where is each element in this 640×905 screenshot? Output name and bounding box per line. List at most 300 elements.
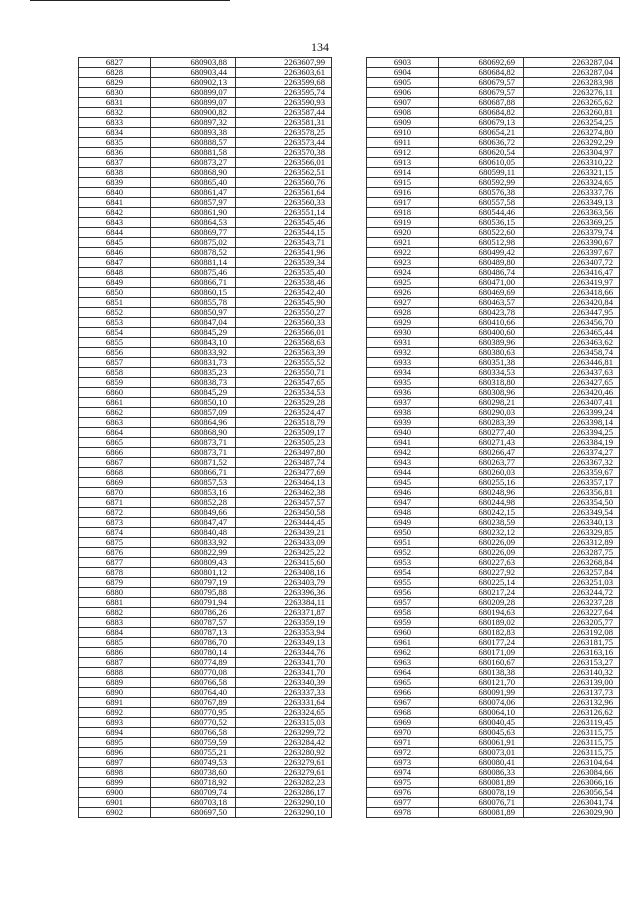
table-row	[367, 248, 620, 258]
y-coordinate-cell: 2263132,96	[524, 698, 620, 708]
x-coordinate-cell: 680878,52	[151, 248, 236, 258]
y-coordinate-cell: 2263581,31	[236, 118, 332, 128]
point-number-cell: 6957	[367, 598, 439, 608]
x-coordinate-cell: 680868,90	[151, 168, 236, 178]
table-row	[367, 168, 620, 178]
point-number-cell: 6965	[367, 678, 439, 688]
x-coordinate-cell: 680078,19	[439, 788, 524, 798]
x-coordinate-cell: 680182,83	[439, 628, 524, 638]
table-row	[367, 118, 620, 128]
y-coordinate-cell: 2263287,04	[524, 58, 620, 68]
x-coordinate-cell: 680857,09	[151, 408, 236, 418]
x-coordinate-cell: 680160,67	[439, 658, 524, 668]
table-row	[79, 148, 332, 158]
point-number-cell: 6846	[79, 248, 151, 258]
y-coordinate-cell: 2263505,23	[236, 438, 332, 448]
table-row	[367, 258, 620, 268]
table-row	[79, 558, 332, 568]
point-number-cell: 6939	[367, 418, 439, 428]
table-row	[367, 368, 620, 378]
y-coordinate-cell: 2263371,87	[236, 608, 332, 618]
x-coordinate-cell: 680770,95	[151, 708, 236, 718]
table-row	[367, 338, 620, 348]
x-coordinate-cell: 680787,57	[151, 618, 236, 628]
point-number-cell: 6904	[367, 68, 439, 78]
table-row	[367, 228, 620, 238]
y-coordinate-cell: 2263541,96	[236, 248, 332, 258]
table-row	[367, 448, 620, 458]
x-coordinate-cell: 680831,73	[151, 358, 236, 368]
table-row	[367, 518, 620, 528]
point-number-cell: 6943	[367, 458, 439, 468]
y-coordinate-cell: 2263104,64	[524, 758, 620, 768]
y-coordinate-cell: 2263555,52	[236, 358, 332, 368]
x-coordinate-cell: 680471,00	[439, 278, 524, 288]
x-coordinate-cell: 680679,57	[439, 78, 524, 88]
y-coordinate-cell: 2263341,70	[236, 668, 332, 678]
point-number-cell: 6967	[367, 698, 439, 708]
table-row	[367, 238, 620, 248]
table-row	[79, 178, 332, 188]
y-coordinate-cell: 2263337,33	[236, 688, 332, 698]
point-number-cell: 6952	[367, 548, 439, 558]
x-coordinate-cell: 680380,63	[439, 348, 524, 358]
x-coordinate-cell: 680697,50	[151, 808, 236, 818]
x-coordinate-cell: 680845,29	[151, 388, 236, 398]
y-coordinate-cell: 2263539,34	[236, 258, 332, 268]
table-row	[79, 288, 332, 298]
point-number-cell: 6908	[367, 108, 439, 118]
x-coordinate-cell: 680903,88	[151, 58, 236, 68]
y-coordinate-cell: 2263287,04	[524, 68, 620, 78]
x-coordinate-cell: 680654,21	[439, 128, 524, 138]
point-number-cell: 6963	[367, 658, 439, 668]
point-number-cell: 6911	[367, 138, 439, 148]
point-number-cell: 6912	[367, 148, 439, 158]
point-number-cell: 6847	[79, 258, 151, 268]
y-coordinate-cell: 2263379,74	[524, 228, 620, 238]
table-row	[367, 358, 620, 368]
y-coordinate-cell: 2263276,11	[524, 88, 620, 98]
x-coordinate-cell: 680786,70	[151, 638, 236, 648]
x-coordinate-cell: 680489,80	[439, 258, 524, 268]
y-coordinate-cell: 2263374,27	[524, 448, 620, 458]
point-number-cell: 6873	[79, 518, 151, 528]
y-coordinate-cell: 2263344,76	[236, 648, 332, 658]
x-coordinate-cell: 680557,58	[439, 198, 524, 208]
point-number-cell: 6848	[79, 268, 151, 278]
x-coordinate-cell: 680709,74	[151, 788, 236, 798]
table-row	[367, 768, 620, 778]
y-coordinate-cell: 2263268,84	[524, 558, 620, 568]
y-coordinate-cell: 2263284,42	[236, 738, 332, 748]
table-row	[79, 168, 332, 178]
point-number-cell: 6857	[79, 358, 151, 368]
x-coordinate-cell: 680849,66	[151, 508, 236, 518]
point-number-cell: 6836	[79, 148, 151, 158]
x-coordinate-cell: 680599,11	[439, 168, 524, 178]
table-row	[79, 378, 332, 388]
y-coordinate-cell: 2263465,44	[524, 328, 620, 338]
table-row	[79, 768, 332, 778]
y-coordinate-cell: 2263251,03	[524, 578, 620, 588]
point-number-cell: 6954	[367, 568, 439, 578]
point-number-cell: 6907	[367, 98, 439, 108]
point-number-cell: 6833	[79, 118, 151, 128]
y-coordinate-cell: 2263433,09	[236, 538, 332, 548]
table-row	[79, 398, 332, 408]
table-row	[79, 758, 332, 768]
table-row	[79, 138, 332, 148]
table-row	[367, 328, 620, 338]
table-row	[367, 198, 620, 208]
x-coordinate-cell: 680138,38	[439, 668, 524, 678]
x-coordinate-cell: 680189,02	[439, 618, 524, 628]
table-row	[79, 648, 332, 658]
table-row	[367, 678, 620, 688]
table-row	[79, 718, 332, 728]
table-row	[79, 78, 332, 88]
x-coordinate-cell: 680061,91	[439, 738, 524, 748]
table-row	[367, 658, 620, 668]
y-coordinate-cell: 2263578,25	[236, 128, 332, 138]
y-coordinate-cell: 2263425,22	[236, 548, 332, 558]
y-coordinate-cell: 2263534,53	[236, 388, 332, 398]
x-coordinate-cell: 680486,74	[439, 268, 524, 278]
point-number-cell: 6871	[79, 498, 151, 508]
y-coordinate-cell: 2263416,47	[524, 268, 620, 278]
x-coordinate-cell: 680290,03	[439, 408, 524, 418]
point-number-cell: 6854	[79, 328, 151, 338]
y-coordinate-cell: 2263394,25	[524, 428, 620, 438]
y-coordinate-cell: 2263324,65	[236, 708, 332, 718]
table-row	[367, 178, 620, 188]
y-coordinate-cell: 2263560,33	[236, 198, 332, 208]
point-number-cell: 6940	[367, 428, 439, 438]
point-number-cell: 6876	[79, 548, 151, 558]
x-coordinate-cell: 680902,13	[151, 78, 236, 88]
point-number-cell: 6875	[79, 538, 151, 548]
y-coordinate-cell: 2263280,92	[236, 748, 332, 758]
x-coordinate-cell: 680861,90	[151, 208, 236, 218]
point-number-cell: 6968	[367, 708, 439, 718]
y-coordinate-cell: 2263415,60	[236, 558, 332, 568]
point-number-cell: 6919	[367, 218, 439, 228]
point-number-cell: 6843	[79, 218, 151, 228]
y-coordinate-cell: 2263447,95	[524, 308, 620, 318]
point-number-cell: 6851	[79, 298, 151, 308]
table-row	[79, 628, 332, 638]
y-coordinate-cell: 2263390,67	[524, 238, 620, 248]
x-coordinate-cell: 680298,21	[439, 398, 524, 408]
y-coordinate-cell: 2263560,76	[236, 178, 332, 188]
table-row	[367, 128, 620, 138]
y-coordinate-cell: 2263570,38	[236, 148, 332, 158]
point-number-cell: 6839	[79, 178, 151, 188]
x-coordinate-cell: 680217,24	[439, 588, 524, 598]
point-number-cell: 6829	[79, 78, 151, 88]
point-number-cell: 6953	[367, 558, 439, 568]
x-coordinate-cell: 680351,38	[439, 358, 524, 368]
x-coordinate-cell: 680080,41	[439, 758, 524, 768]
point-number-cell: 6922	[367, 248, 439, 258]
point-number-cell: 6868	[79, 468, 151, 478]
y-coordinate-cell: 2263542,40	[236, 288, 332, 298]
table-row	[79, 508, 332, 518]
point-number-cell: 6891	[79, 698, 151, 708]
x-coordinate-cell: 680225,14	[439, 578, 524, 588]
y-coordinate-cell: 2263205,77	[524, 618, 620, 628]
x-coordinate-cell: 680767,89	[151, 698, 236, 708]
x-coordinate-cell: 680873,27	[151, 158, 236, 168]
y-coordinate-cell: 2263274,80	[524, 128, 620, 138]
x-coordinate-cell: 680271,43	[439, 438, 524, 448]
x-coordinate-cell: 680177,24	[439, 638, 524, 648]
x-coordinate-cell: 680864,96	[151, 418, 236, 428]
y-coordinate-cell: 2263244,72	[524, 588, 620, 598]
y-coordinate-cell: 2263290,10	[236, 798, 332, 808]
x-coordinate-cell: 680227,92	[439, 568, 524, 578]
point-number-cell: 6971	[367, 738, 439, 748]
x-coordinate-cell: 680852,28	[151, 498, 236, 508]
y-coordinate-cell: 2263547,65	[236, 378, 332, 388]
x-coordinate-cell: 680171,09	[439, 648, 524, 658]
header-rule	[30, 0, 230, 1]
x-coordinate-cell: 680209,28	[439, 598, 524, 608]
x-coordinate-cell: 680536,15	[439, 218, 524, 228]
y-coordinate-cell: 2263340,39	[236, 678, 332, 688]
point-number-cell: 6914	[367, 168, 439, 178]
y-coordinate-cell: 2263356,81	[524, 488, 620, 498]
table-row	[79, 238, 332, 248]
table-row	[79, 278, 332, 288]
x-coordinate-cell: 680703,18	[151, 798, 236, 808]
x-coordinate-cell: 680899,07	[151, 98, 236, 108]
table-row	[79, 308, 332, 318]
point-number-cell: 6886	[79, 648, 151, 658]
x-coordinate-cell: 680861,47	[151, 188, 236, 198]
point-number-cell: 6866	[79, 448, 151, 458]
x-coordinate-cell: 680610,05	[439, 158, 524, 168]
table-row	[367, 638, 620, 648]
x-coordinate-cell: 680866,71	[151, 278, 236, 288]
x-coordinate-cell: 680248,96	[439, 488, 524, 498]
x-coordinate-cell: 680766,58	[151, 728, 236, 738]
x-coordinate-cell: 680718,92	[151, 778, 236, 788]
y-coordinate-cell: 2263418,66	[524, 288, 620, 298]
y-coordinate-cell: 2263560,33	[236, 318, 332, 328]
y-coordinate-cell: 2263396,36	[236, 588, 332, 598]
y-coordinate-cell: 2263349,54	[524, 508, 620, 518]
x-coordinate-cell: 680770,08	[151, 668, 236, 678]
point-number-cell: 6928	[367, 308, 439, 318]
x-coordinate-cell: 680074,06	[439, 698, 524, 708]
y-coordinate-cell: 2263119,45	[524, 718, 620, 728]
y-coordinate-cell: 2263408,16	[236, 568, 332, 578]
point-number-cell: 6924	[367, 268, 439, 278]
point-number-cell: 6862	[79, 408, 151, 418]
table-row	[367, 208, 620, 218]
table-row	[367, 798, 620, 808]
point-number-cell: 6920	[367, 228, 439, 238]
point-number-cell: 6958	[367, 608, 439, 618]
table-row	[79, 388, 332, 398]
x-coordinate-cell: 680684,82	[439, 68, 524, 78]
table-row	[367, 428, 620, 438]
x-coordinate-cell: 680873,71	[151, 448, 236, 458]
y-coordinate-cell: 2263331,64	[236, 698, 332, 708]
x-coordinate-cell: 680838,73	[151, 378, 236, 388]
y-coordinate-cell: 2263192,08	[524, 628, 620, 638]
x-coordinate-cell: 680244,98	[439, 498, 524, 508]
point-number-cell: 6969	[367, 718, 439, 728]
x-coordinate-cell: 680755,21	[151, 748, 236, 758]
x-coordinate-cell: 680684,82	[439, 108, 524, 118]
point-number-cell: 6863	[79, 418, 151, 428]
point-number-cell: 6966	[367, 688, 439, 698]
point-number-cell: 6877	[79, 558, 151, 568]
x-coordinate-cell: 680469,69	[439, 288, 524, 298]
x-coordinate-cell: 680866,71	[151, 468, 236, 478]
y-coordinate-cell: 2263279,61	[236, 768, 332, 778]
x-coordinate-cell: 680076,71	[439, 798, 524, 808]
y-coordinate-cell: 2263398,14	[524, 418, 620, 428]
table-row	[79, 498, 332, 508]
x-coordinate-cell: 680843,10	[151, 338, 236, 348]
point-number-cell: 6972	[367, 748, 439, 758]
y-coordinate-cell: 2263115,75	[524, 748, 620, 758]
y-coordinate-cell: 2263568,63	[236, 338, 332, 348]
y-coordinate-cell: 2263397,67	[524, 248, 620, 258]
point-number-cell: 6840	[79, 188, 151, 198]
y-coordinate-cell: 2263369,25	[524, 218, 620, 228]
y-coordinate-cell: 2263115,75	[524, 728, 620, 738]
table-row	[367, 758, 620, 768]
point-number-cell: 6859	[79, 378, 151, 388]
y-coordinate-cell: 2263363,56	[524, 208, 620, 218]
x-coordinate-cell: 680091,99	[439, 688, 524, 698]
table-row	[79, 438, 332, 448]
table-row	[367, 68, 620, 78]
y-coordinate-cell: 2263420,46	[524, 388, 620, 398]
table-row	[367, 628, 620, 638]
y-coordinate-cell: 2263321,15	[524, 168, 620, 178]
y-coordinate-cell: 2263462,38	[236, 488, 332, 498]
x-coordinate-cell: 680738,60	[151, 768, 236, 778]
x-coordinate-cell: 680770,52	[151, 718, 236, 728]
table-row	[79, 528, 332, 538]
y-coordinate-cell: 2263066,16	[524, 778, 620, 788]
y-coordinate-cell: 2263282,23	[236, 778, 332, 788]
table-row	[79, 738, 332, 748]
table-row	[367, 468, 620, 478]
x-coordinate-cell: 680881,58	[151, 148, 236, 158]
y-coordinate-cell: 2263487,74	[236, 458, 332, 468]
x-coordinate-cell: 680893,38	[151, 128, 236, 138]
x-coordinate-cell: 680687,88	[439, 98, 524, 108]
x-coordinate-cell: 680620,54	[439, 148, 524, 158]
y-coordinate-cell: 2263163,16	[524, 648, 620, 658]
table-row	[367, 718, 620, 728]
y-coordinate-cell: 2263324,65	[524, 178, 620, 188]
point-number-cell: 6916	[367, 188, 439, 198]
point-number-cell: 6946	[367, 488, 439, 498]
table-row	[367, 558, 620, 568]
y-coordinate-cell: 2263419,97	[524, 278, 620, 288]
x-coordinate-cell: 680850,97	[151, 308, 236, 318]
point-number-cell: 6917	[367, 198, 439, 208]
table-row	[367, 408, 620, 418]
y-coordinate-cell: 2263354,50	[524, 498, 620, 508]
x-coordinate-cell: 680833,92	[151, 538, 236, 548]
x-coordinate-cell: 680318,80	[439, 378, 524, 388]
x-coordinate-cell: 680423,78	[439, 308, 524, 318]
y-coordinate-cell: 2263550,27	[236, 308, 332, 318]
y-coordinate-cell: 2263595,74	[236, 88, 332, 98]
x-coordinate-cell: 680888,57	[151, 138, 236, 148]
y-coordinate-cell: 2263299,72	[236, 728, 332, 738]
x-coordinate-cell: 680389,96	[439, 338, 524, 348]
y-coordinate-cell: 2263477,69	[236, 468, 332, 478]
y-coordinate-cell: 2263518,79	[236, 418, 332, 428]
y-coordinate-cell: 2263538,46	[236, 278, 332, 288]
point-number-cell: 6852	[79, 308, 151, 318]
point-number-cell: 6880	[79, 588, 151, 598]
point-number-cell: 6973	[367, 758, 439, 768]
y-coordinate-cell: 2263115,75	[524, 738, 620, 748]
point-number-cell: 6934	[367, 368, 439, 378]
table-row	[79, 248, 332, 258]
point-number-cell: 6898	[79, 768, 151, 778]
point-number-cell: 6827	[79, 58, 151, 68]
y-coordinate-cell: 2263463,62	[524, 338, 620, 348]
table-row	[79, 748, 332, 758]
table-row	[79, 338, 332, 348]
x-coordinate-cell: 680847,47	[151, 518, 236, 528]
x-coordinate-cell: 680238,59	[439, 518, 524, 528]
table-row	[79, 158, 332, 168]
y-coordinate-cell: 2263545,90	[236, 298, 332, 308]
y-coordinate-cell: 2263287,75	[524, 548, 620, 558]
table-row	[79, 448, 332, 458]
point-number-cell: 6849	[79, 278, 151, 288]
y-coordinate-cell: 2263420,84	[524, 298, 620, 308]
y-coordinate-cell: 2263357,17	[524, 478, 620, 488]
y-coordinate-cell: 2263286,17	[236, 788, 332, 798]
x-coordinate-cell: 680897,32	[151, 118, 236, 128]
y-coordinate-cell: 2263497,80	[236, 448, 332, 458]
table-row	[367, 568, 620, 578]
point-number-cell: 6930	[367, 328, 439, 338]
y-coordinate-cell: 2263359,67	[524, 468, 620, 478]
y-coordinate-cell: 2263341,70	[236, 658, 332, 668]
x-coordinate-cell: 680766,58	[151, 678, 236, 688]
x-coordinate-cell: 680865,40	[151, 178, 236, 188]
point-number-cell: 6884	[79, 628, 151, 638]
y-coordinate-cell: 2263444,45	[236, 518, 332, 528]
y-coordinate-cell: 2263407,72	[524, 258, 620, 268]
point-number-cell: 6897	[79, 758, 151, 768]
x-coordinate-cell: 680544,46	[439, 208, 524, 218]
x-coordinate-cell: 680868,90	[151, 428, 236, 438]
table-row	[367, 148, 620, 158]
x-coordinate-cell: 680860,15	[151, 288, 236, 298]
point-number-cell: 6936	[367, 388, 439, 398]
y-coordinate-cell: 2263607,99	[236, 58, 332, 68]
coordinates-table-left	[78, 57, 331, 818]
table-row	[367, 108, 620, 118]
x-coordinate-cell: 680277,40	[439, 428, 524, 438]
